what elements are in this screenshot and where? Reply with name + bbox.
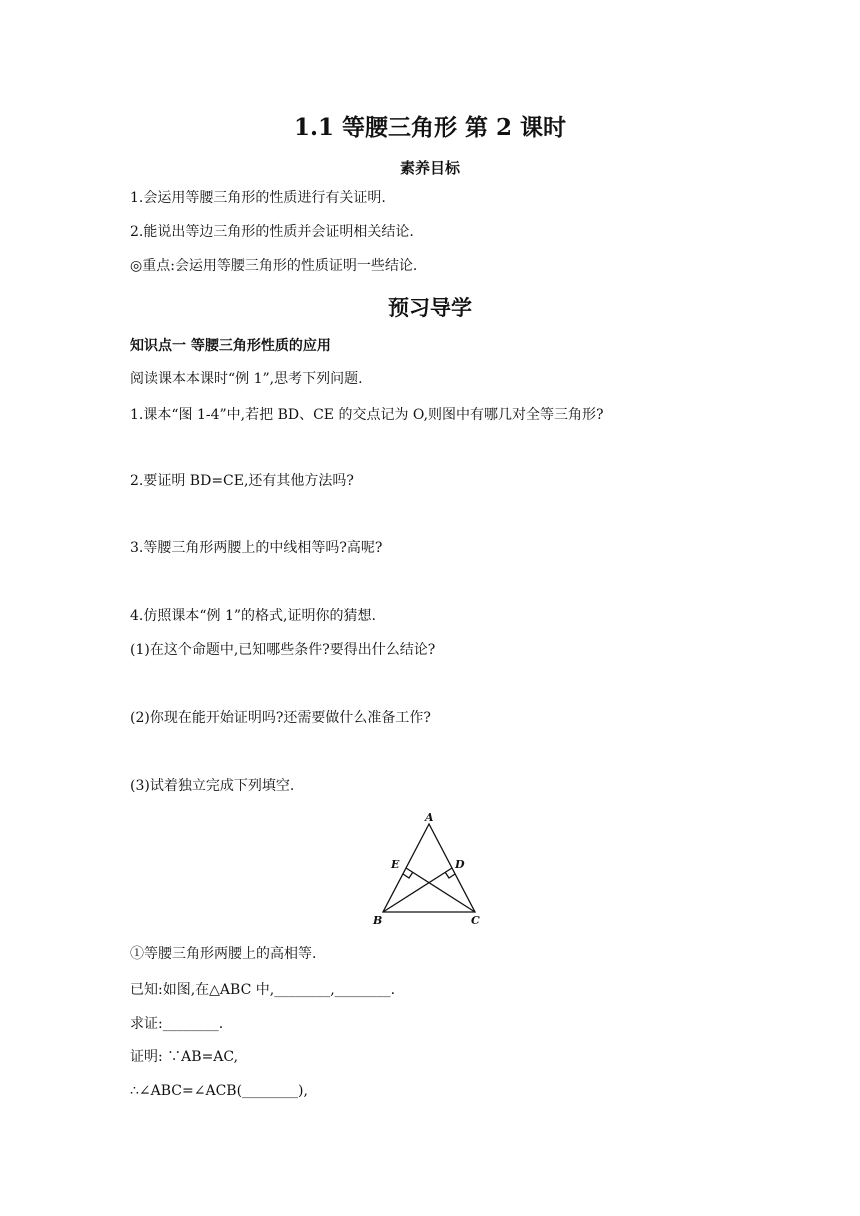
proof-given: 已知:如图,在△ABC 中,________,________. [130,982,396,998]
section-heading: 预习导学 [388,295,472,320]
right-angle-mark-e [403,872,413,878]
goal-item-1: 1.会运用等腰三角形的性质进行有关证明. [130,190,386,206]
goal-item-key-point: ◎重点:会运用等腰三角形的性质证明一些结论. [130,258,418,274]
proof-step-1: ∴∠ABC=∠ACB(________), [130,1083,308,1099]
question-3: 3.等腰三角形两腰上的中线相等吗?高呢? [130,540,383,556]
sub-question-2: (2)你现在能开始证明吗?还需要做什么准备工作? [130,710,431,726]
sub-question-1: (1)在这个命题中,已知哪些条件?要得出什么结论? [130,642,436,658]
proof-to-prove: 求证:________. [130,1016,224,1032]
triangle-figure [367,810,497,930]
proof-statement: ①等腰三角形两腰上的高相等. [130,946,317,962]
label-a: A [425,811,434,824]
proof-start: 证明: ∵AB=AC, [130,1049,239,1065]
page-title: 1.1 等腰三角形 第 2 课时 [293,114,567,141]
sub-question-3: (3)试着独立完成下列填空. [130,778,295,794]
right-angle-mark-d [445,872,455,878]
reading-instruction: 阅读课本本课时“例 1”,思考下列问题. [130,371,363,387]
goal-item-2: 2.能说出等边三角形的性质并会证明相关结论. [130,224,414,240]
label-c: C [471,914,480,927]
question-2: 2.要证明 BD=CE,还有其他方法吗? [130,473,354,489]
knowledge-point-heading: 知识点一 等腰三角形性质的应用 [130,338,331,354]
label-e: E [391,858,400,871]
goals-heading: 素养目标 [399,159,460,177]
question-1: 1.课本“图 1-4”中,若把 BD、CE 的交点记为 O,则图中有哪几对全等三角形? [130,407,604,423]
question-4: 4.仿照课本“例 1”的格式,证明你的猜想. [130,608,376,624]
label-b: B [373,914,383,927]
label-d: D [455,858,465,871]
